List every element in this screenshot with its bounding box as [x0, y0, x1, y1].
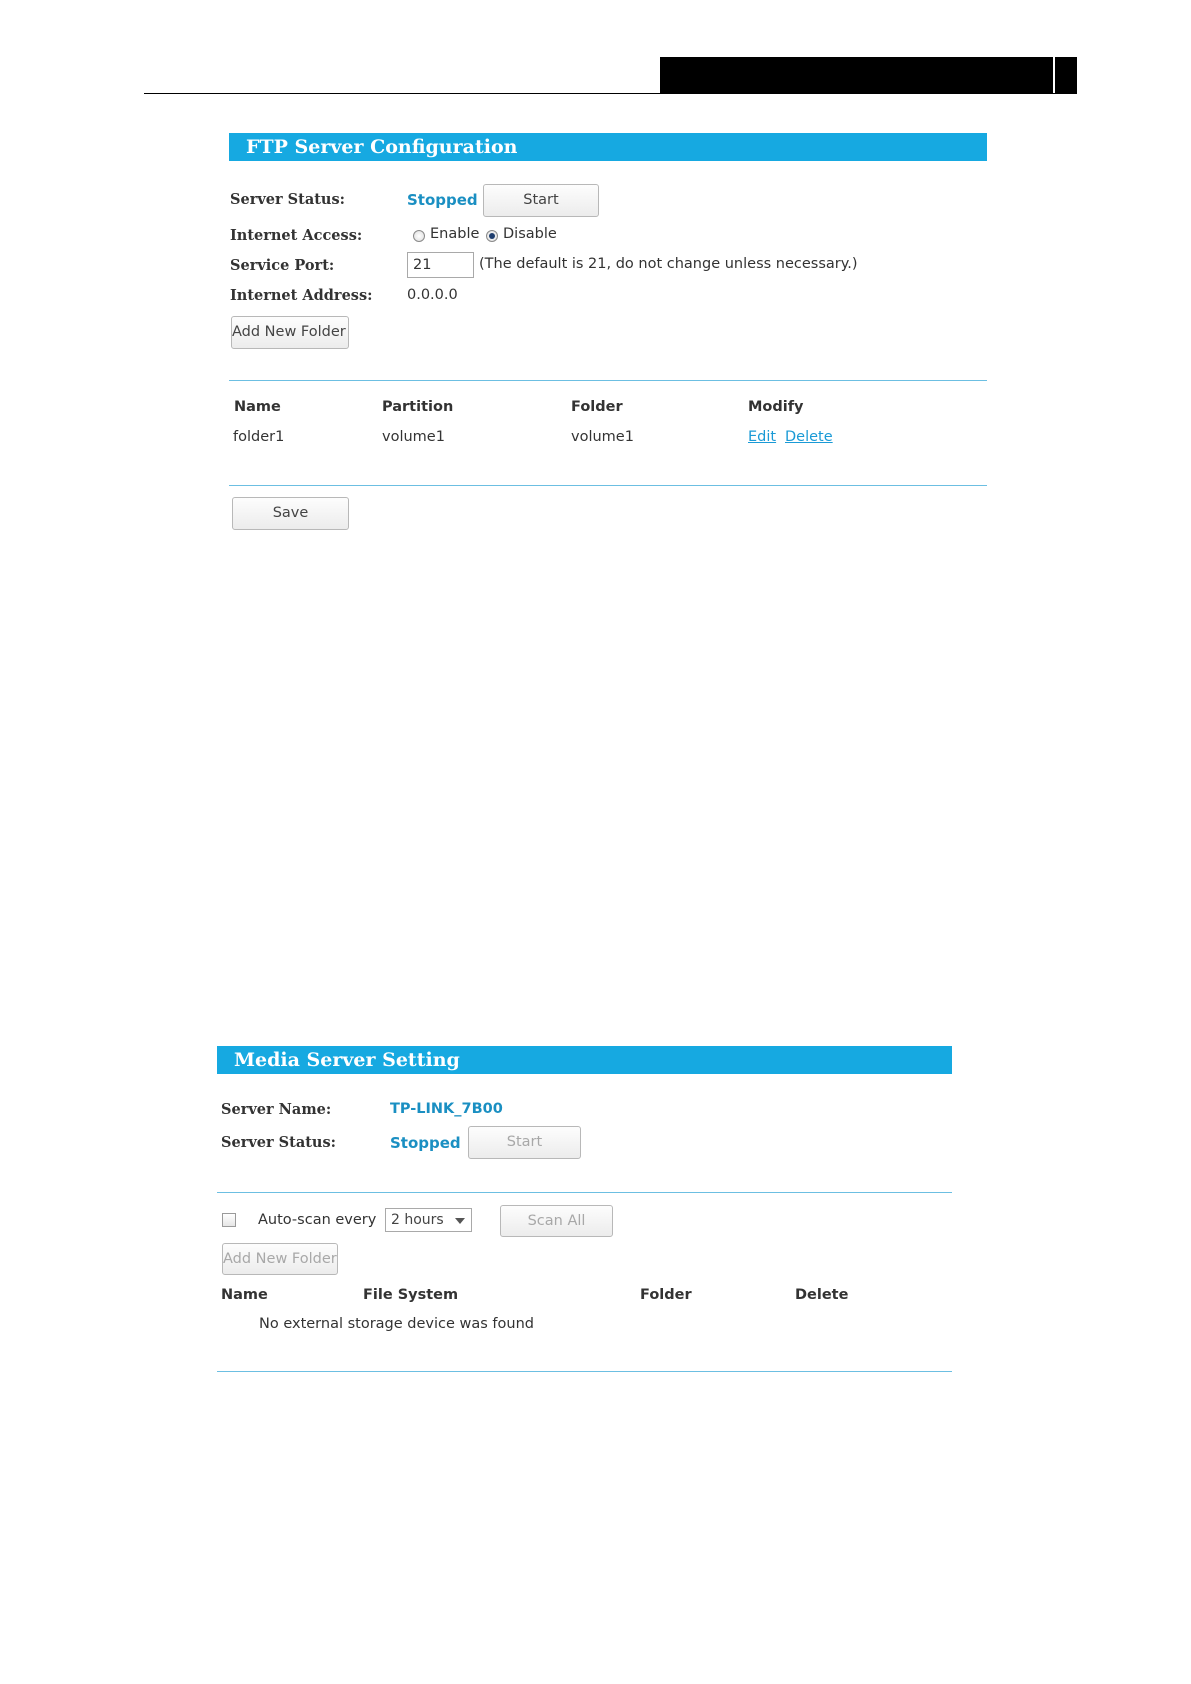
auto-scan-interval-select[interactable]: [385, 1208, 472, 1232]
media-col-delete: Delete: [795, 1287, 849, 1303]
ftp-row-delete-link[interactable]: Delete: [785, 429, 833, 445]
media-separator-bottom: [217, 1371, 952, 1372]
service-port-label: Service Port:: [230, 257, 335, 274]
auto-scan-label: Auto-scan every: [258, 1212, 377, 1228]
ftp-row-partition: volume1: [382, 429, 445, 445]
ftp-add-folder-button[interactable]: Add New Folder: [231, 316, 349, 349]
auto-scan-interval-value: 2 hours: [391, 1212, 444, 1228]
media-empty-message: No external storage device was found: [259, 1316, 534, 1332]
internet-access-enable-radio[interactable]: [413, 230, 425, 242]
ftp-col-modify: Modify: [748, 399, 804, 415]
ftp-server-status-label: Server Status:: [230, 191, 345, 208]
internet-address-value: 0.0.0.0: [407, 287, 458, 303]
internet-address-label: Internet Address:: [230, 287, 373, 304]
ftp-row-name: folder1: [233, 429, 285, 445]
chevron-down-icon: [455, 1218, 465, 1224]
media-server-name-label: Server Name:: [221, 1101, 332, 1118]
internet-access-label: Internet Access:: [230, 227, 363, 244]
service-port-input[interactable]: 21: [407, 252, 474, 278]
ftp-save-button[interactable]: Save: [232, 497, 349, 530]
ftp-server-status-value: Stopped: [407, 191, 478, 209]
ftp-table-top-separator: [229, 380, 987, 381]
media-col-name: Name: [221, 1287, 268, 1303]
service-port-hint: (The default is 21, do not change unless necessary.): [479, 256, 858, 272]
media-server-status-value: Stopped: [390, 1134, 461, 1152]
ftp-col-name: Name: [234, 399, 281, 415]
ftp-row-edit-link[interactable]: Edit: [748, 429, 777, 445]
media-panel-title: Media Server Setting: [217, 1046, 952, 1074]
page-header-block: [660, 57, 1053, 94]
media-col-file-system: File System: [363, 1287, 459, 1303]
auto-scan-checkbox[interactable]: [222, 1213, 236, 1227]
ftp-row-folder: volume1: [571, 429, 634, 445]
ftp-col-partition: Partition: [382, 399, 454, 415]
internet-access-enable-label: Enable: [430, 226, 480, 242]
page-header-rule: [144, 93, 1076, 94]
media-server-status-label: Server Status:: [221, 1134, 336, 1151]
scan-all-button[interactable]: Scan All: [500, 1205, 613, 1237]
page-header-block-end: [1055, 57, 1077, 94]
media-col-folder: Folder: [640, 1287, 692, 1303]
ftp-table-bottom-separator: [229, 485, 987, 486]
media-server-name-value: TP-LINK_7B00: [390, 1101, 503, 1117]
ftp-start-button[interactable]: Start: [483, 184, 599, 217]
media-add-folder-button[interactable]: Add New Folder: [222, 1243, 338, 1275]
media-start-button[interactable]: Start: [468, 1126, 581, 1159]
ftp-col-folder: Folder: [571, 399, 623, 415]
internet-access-disable-label: Disable: [503, 226, 557, 242]
internet-access-disable-radio[interactable]: [486, 230, 498, 242]
ftp-panel-title: FTP Server Configuration: [229, 133, 987, 161]
media-separator-top: [217, 1192, 952, 1193]
